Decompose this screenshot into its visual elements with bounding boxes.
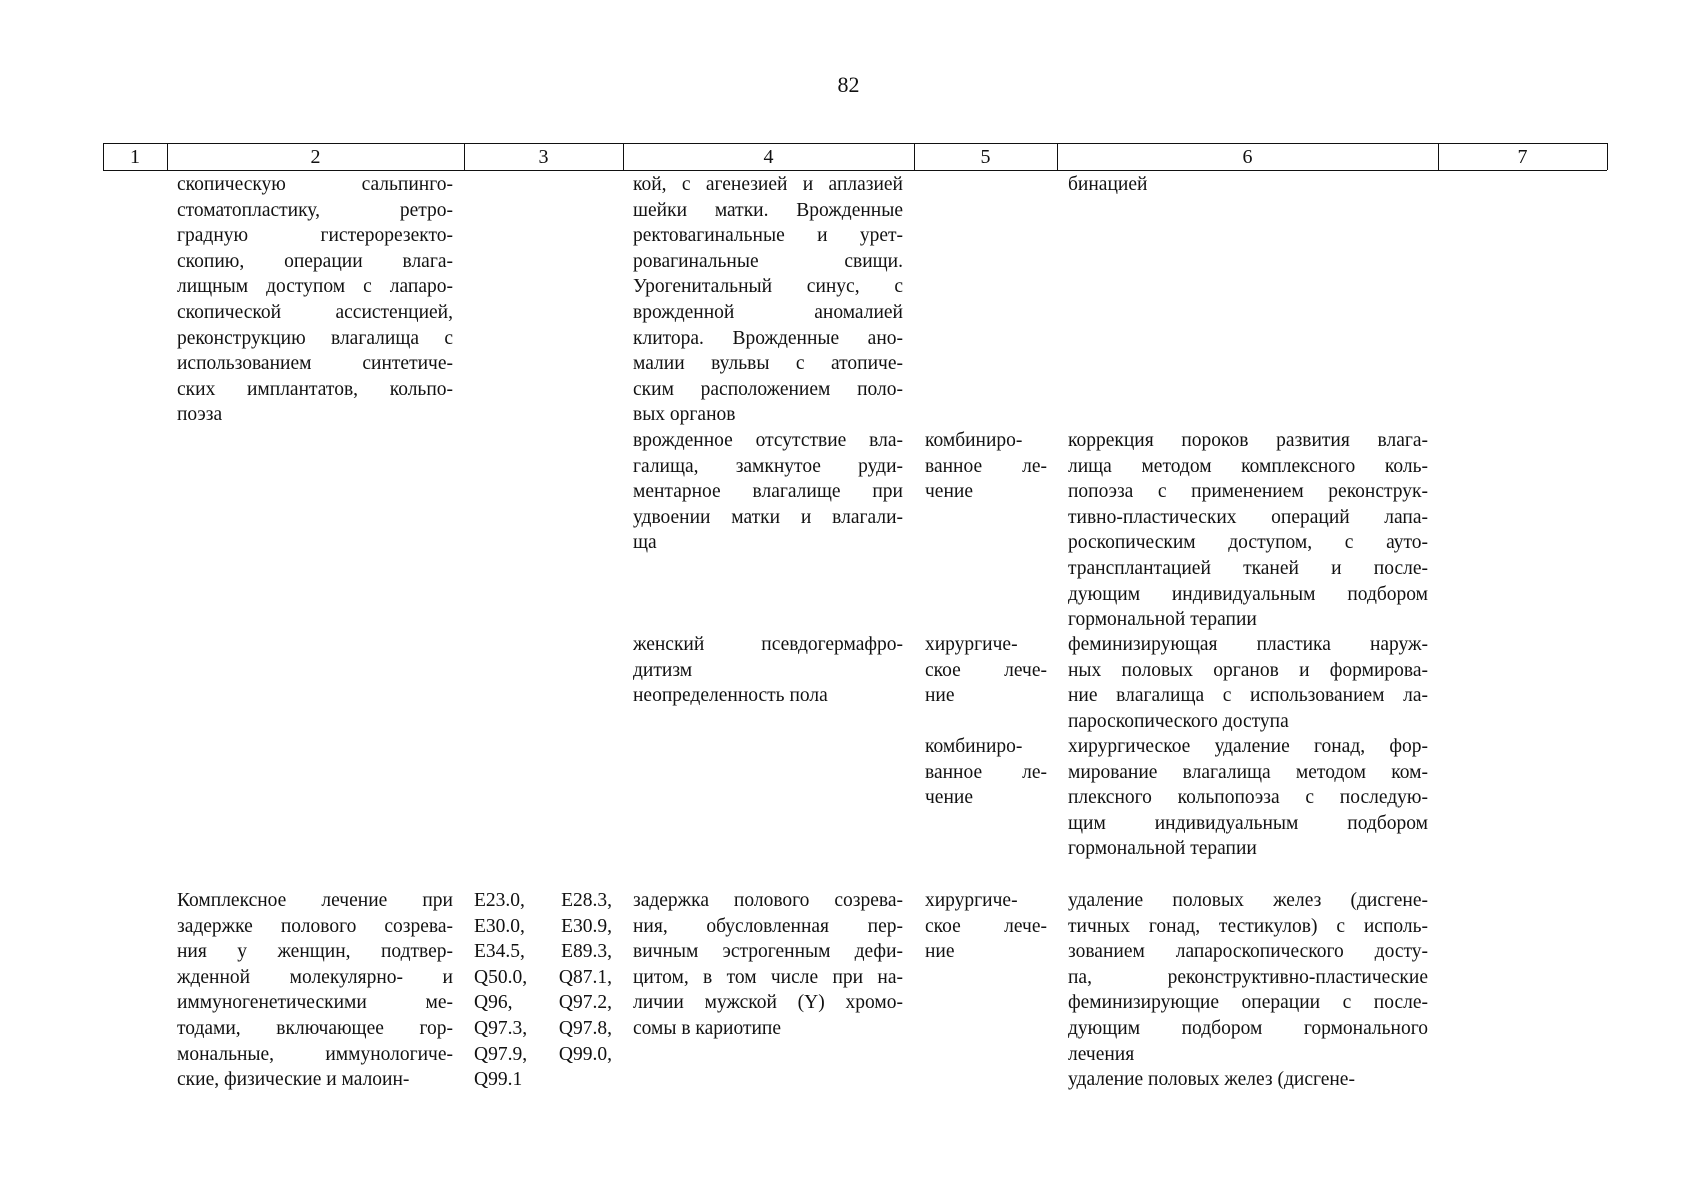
cell-text-line: личии мужской (Y) хромо- (633, 992, 903, 1014)
cell-text-line: задержка полового созрева- (633, 890, 903, 911)
cell-text-line: E34.5, E89.3, (474, 941, 612, 963)
cell-text-line: ща (633, 532, 657, 554)
cell-treatment-method (1068, 632, 1428, 734)
cell-text-line: чение (925, 787, 973, 809)
cell-text-line: женский псевдогермафро- (633, 634, 903, 655)
cell-text-line: дитизм (633, 659, 693, 681)
cell-text-line: па, реконструктивно-пластические (1068, 966, 1428, 988)
column-header-5: 5 (980, 146, 991, 168)
cell-text-line: реконструкцию влагалища с (177, 327, 453, 349)
cell-text-line: Q96, Q97.2, (474, 992, 612, 1014)
cell-text-line: тичных гонад, тестикулов) с исполь- (1068, 915, 1428, 937)
page-number: 82 (837, 72, 860, 97)
cell-diagnosis (633, 888, 903, 1042)
cell-diagnosis (633, 428, 903, 556)
cell-treatment-type (925, 734, 1047, 811)
cell-text-line: ния, обусловленная пер- (633, 915, 903, 937)
cell-text-line: ментарное влагалище при (633, 481, 903, 503)
cell-text-line: лища методом комплексного коль- (1068, 455, 1428, 477)
cell-text-line: лищным доступом с лапаро- (177, 276, 453, 298)
cell-text-line: ных половых органов и формирова- (1068, 659, 1428, 681)
cell-text-line: плексного кольпопоэза с последую- (1068, 787, 1428, 809)
cell-text-line: скопическую сальпинго- (177, 174, 453, 195)
cell-text-line: хирургиче- (925, 890, 1018, 911)
cell-text-line: Комплексное лечение при (177, 890, 453, 911)
cell-text-line: неопределенность пола (633, 685, 828, 707)
cell-text-line: пароскопического доступа (1068, 710, 1289, 732)
cell-text-line: дующим индивидуальным подбором (1068, 583, 1428, 605)
cell-text-line: Q97.9, Q99.0, (474, 1043, 612, 1065)
cell-text-line: шейки матки. Врожденные (633, 199, 903, 221)
cell-diagnosis (633, 172, 903, 428)
cell-treatment-method (1068, 734, 1428, 862)
column-header-2: 2 (310, 146, 321, 168)
cell-text-line: хирургическое удаление гонад, фор- (1068, 736, 1428, 757)
cell-text-line: удаление половых желез (дисгене- (1068, 1069, 1355, 1091)
cell-method (177, 172, 453, 428)
cell-text-line: Урогенитальный синус, с (633, 276, 903, 298)
cell-diagnosis (633, 632, 903, 709)
cell-treatment-method (1068, 172, 1428, 198)
cell-text-line: цитом, в том числе при на- (633, 966, 903, 988)
cell-text-line: комбиниро- (925, 736, 1023, 757)
cell-text-line: тодами, включающее гор- (177, 1017, 453, 1039)
cell-text-line: феминизирующие операции с после- (1068, 992, 1428, 1014)
cell-text-line: феминизирующая пластика наруж- (1068, 634, 1428, 655)
cell-text-line: ванное ле- (925, 455, 1047, 477)
cell-icd-codes (474, 888, 612, 1093)
cell-text-line: зованием лапароскопического досту- (1068, 941, 1428, 963)
cell-text-line: мирование влагалища методом ком- (1068, 761, 1428, 783)
cell-text-line: лечения (1068, 1043, 1135, 1065)
cell-text-line: ние (925, 685, 955, 707)
cell-text-line: трансплантацией тканей и после- (1068, 557, 1428, 579)
cell-text-line: тивно-пластических операций лапа- (1068, 506, 1428, 528)
cell-text-line: E23.0, E28.3, (474, 890, 612, 911)
cell-text-line: стоматопластику, ретро- (177, 199, 453, 221)
cell-text-line: врожденной аномалией (633, 301, 903, 323)
cell-text-line: использованием синтетиче- (177, 353, 453, 375)
cell-text-line: ских имплантатов, кольпо- (177, 378, 453, 400)
cell-text-line: врожденное отсутствие вла- (633, 430, 903, 451)
cell-text-line: жденной молекулярно- и (177, 966, 453, 988)
cell-text-line: Q99.1 (474, 1069, 523, 1091)
cell-text-line: вичным эстрогенным дефи- (633, 941, 903, 963)
cell-text-line: удвоении матки и влагали- (633, 506, 903, 528)
cell-text-line: ровагинальные свищи. (633, 250, 903, 272)
cell-treatment-type (925, 888, 1047, 965)
cell-text-line: ские, физические и малоин- (177, 1069, 410, 1091)
cell-treatment-type (925, 428, 1047, 505)
cell-text-line: сомы в кариотипе (633, 1017, 781, 1039)
cell-text-line: гормональной терапии (1068, 838, 1257, 860)
cell-text-line: градную гистерорезекто- (177, 225, 453, 247)
cell-text-line: кой, с агенезией и аплазией (633, 174, 903, 195)
cell-text-line: мональные, иммунологиче- (177, 1043, 453, 1065)
cell-text-line: коррекция пороков развития влага- (1068, 430, 1428, 451)
cell-text-line: ния у женщин, подтвер- (177, 941, 453, 963)
cell-text-line: хирургиче- (925, 634, 1018, 655)
cell-text-line: галища, замкнутое руди- (633, 455, 903, 477)
column-divider (1607, 143, 1608, 170)
cell-text-line: комбиниро- (925, 430, 1023, 451)
cell-text-line: задержке полового созрева- (177, 915, 453, 937)
header-bottom-rule (103, 170, 1607, 171)
cell-text-line: удаление половых желез (дисгене- (1068, 890, 1428, 911)
cell-text-line: скопической ассистенцией, (177, 301, 453, 323)
cell-text-line: роскопическим доступом, с ауто- (1068, 532, 1428, 554)
cell-text-line: малии вульвы с атопиче- (633, 353, 903, 375)
cell-text-line: E30.0, E30.9, (474, 915, 612, 937)
cell-text-line: клитора. Врожденные ано- (633, 327, 903, 349)
cell-text-line: щим индивидуальным подбором (1068, 812, 1428, 834)
cell-method (177, 888, 453, 1093)
cell-text-line: Q97.3, Q97.8, (474, 1017, 612, 1039)
cell-text-line: ректовагинальные и урет- (633, 225, 903, 247)
cell-text-line: ским расположением поло- (633, 378, 903, 400)
column-header-7: 7 (1517, 146, 1528, 168)
cell-text-line: ние (925, 941, 955, 963)
column-header-6: 6 (1242, 146, 1253, 168)
cell-text-line: иммуногенетическими ме- (177, 992, 453, 1014)
cell-text-line: Q50.0, Q87.1, (474, 966, 612, 988)
cell-text-line: ние влагалища с использованием ла- (1068, 685, 1428, 707)
cell-text-line: ское лече- (925, 915, 1047, 937)
cell-text-line: поэза (177, 404, 223, 426)
column-header-1: 1 (130, 146, 140, 168)
cell-text-line: вых органов (633, 404, 736, 426)
cell-text-line: скопию, операции влага- (177, 250, 453, 272)
cell-treatment-method (1068, 888, 1428, 1093)
cell-text-line: ванное ле- (925, 761, 1047, 783)
column-header-4: 4 (763, 146, 774, 168)
header-top-rule (103, 143, 1607, 144)
column-header-3: 3 (538, 146, 549, 168)
cell-text-line: попоэза с применением реконструк- (1068, 481, 1428, 503)
cell-text-line: дующим подбором гормонального (1068, 1017, 1428, 1039)
cell-treatment-method (1068, 428, 1428, 633)
cell-text-line: чение (925, 481, 973, 503)
cell-text-line: ское лече- (925, 659, 1047, 681)
cell-treatment-type (925, 632, 1047, 709)
cell-text-line: бинацией (1068, 174, 1148, 195)
cell-text-line: гормональной терапии (1068, 609, 1257, 631)
